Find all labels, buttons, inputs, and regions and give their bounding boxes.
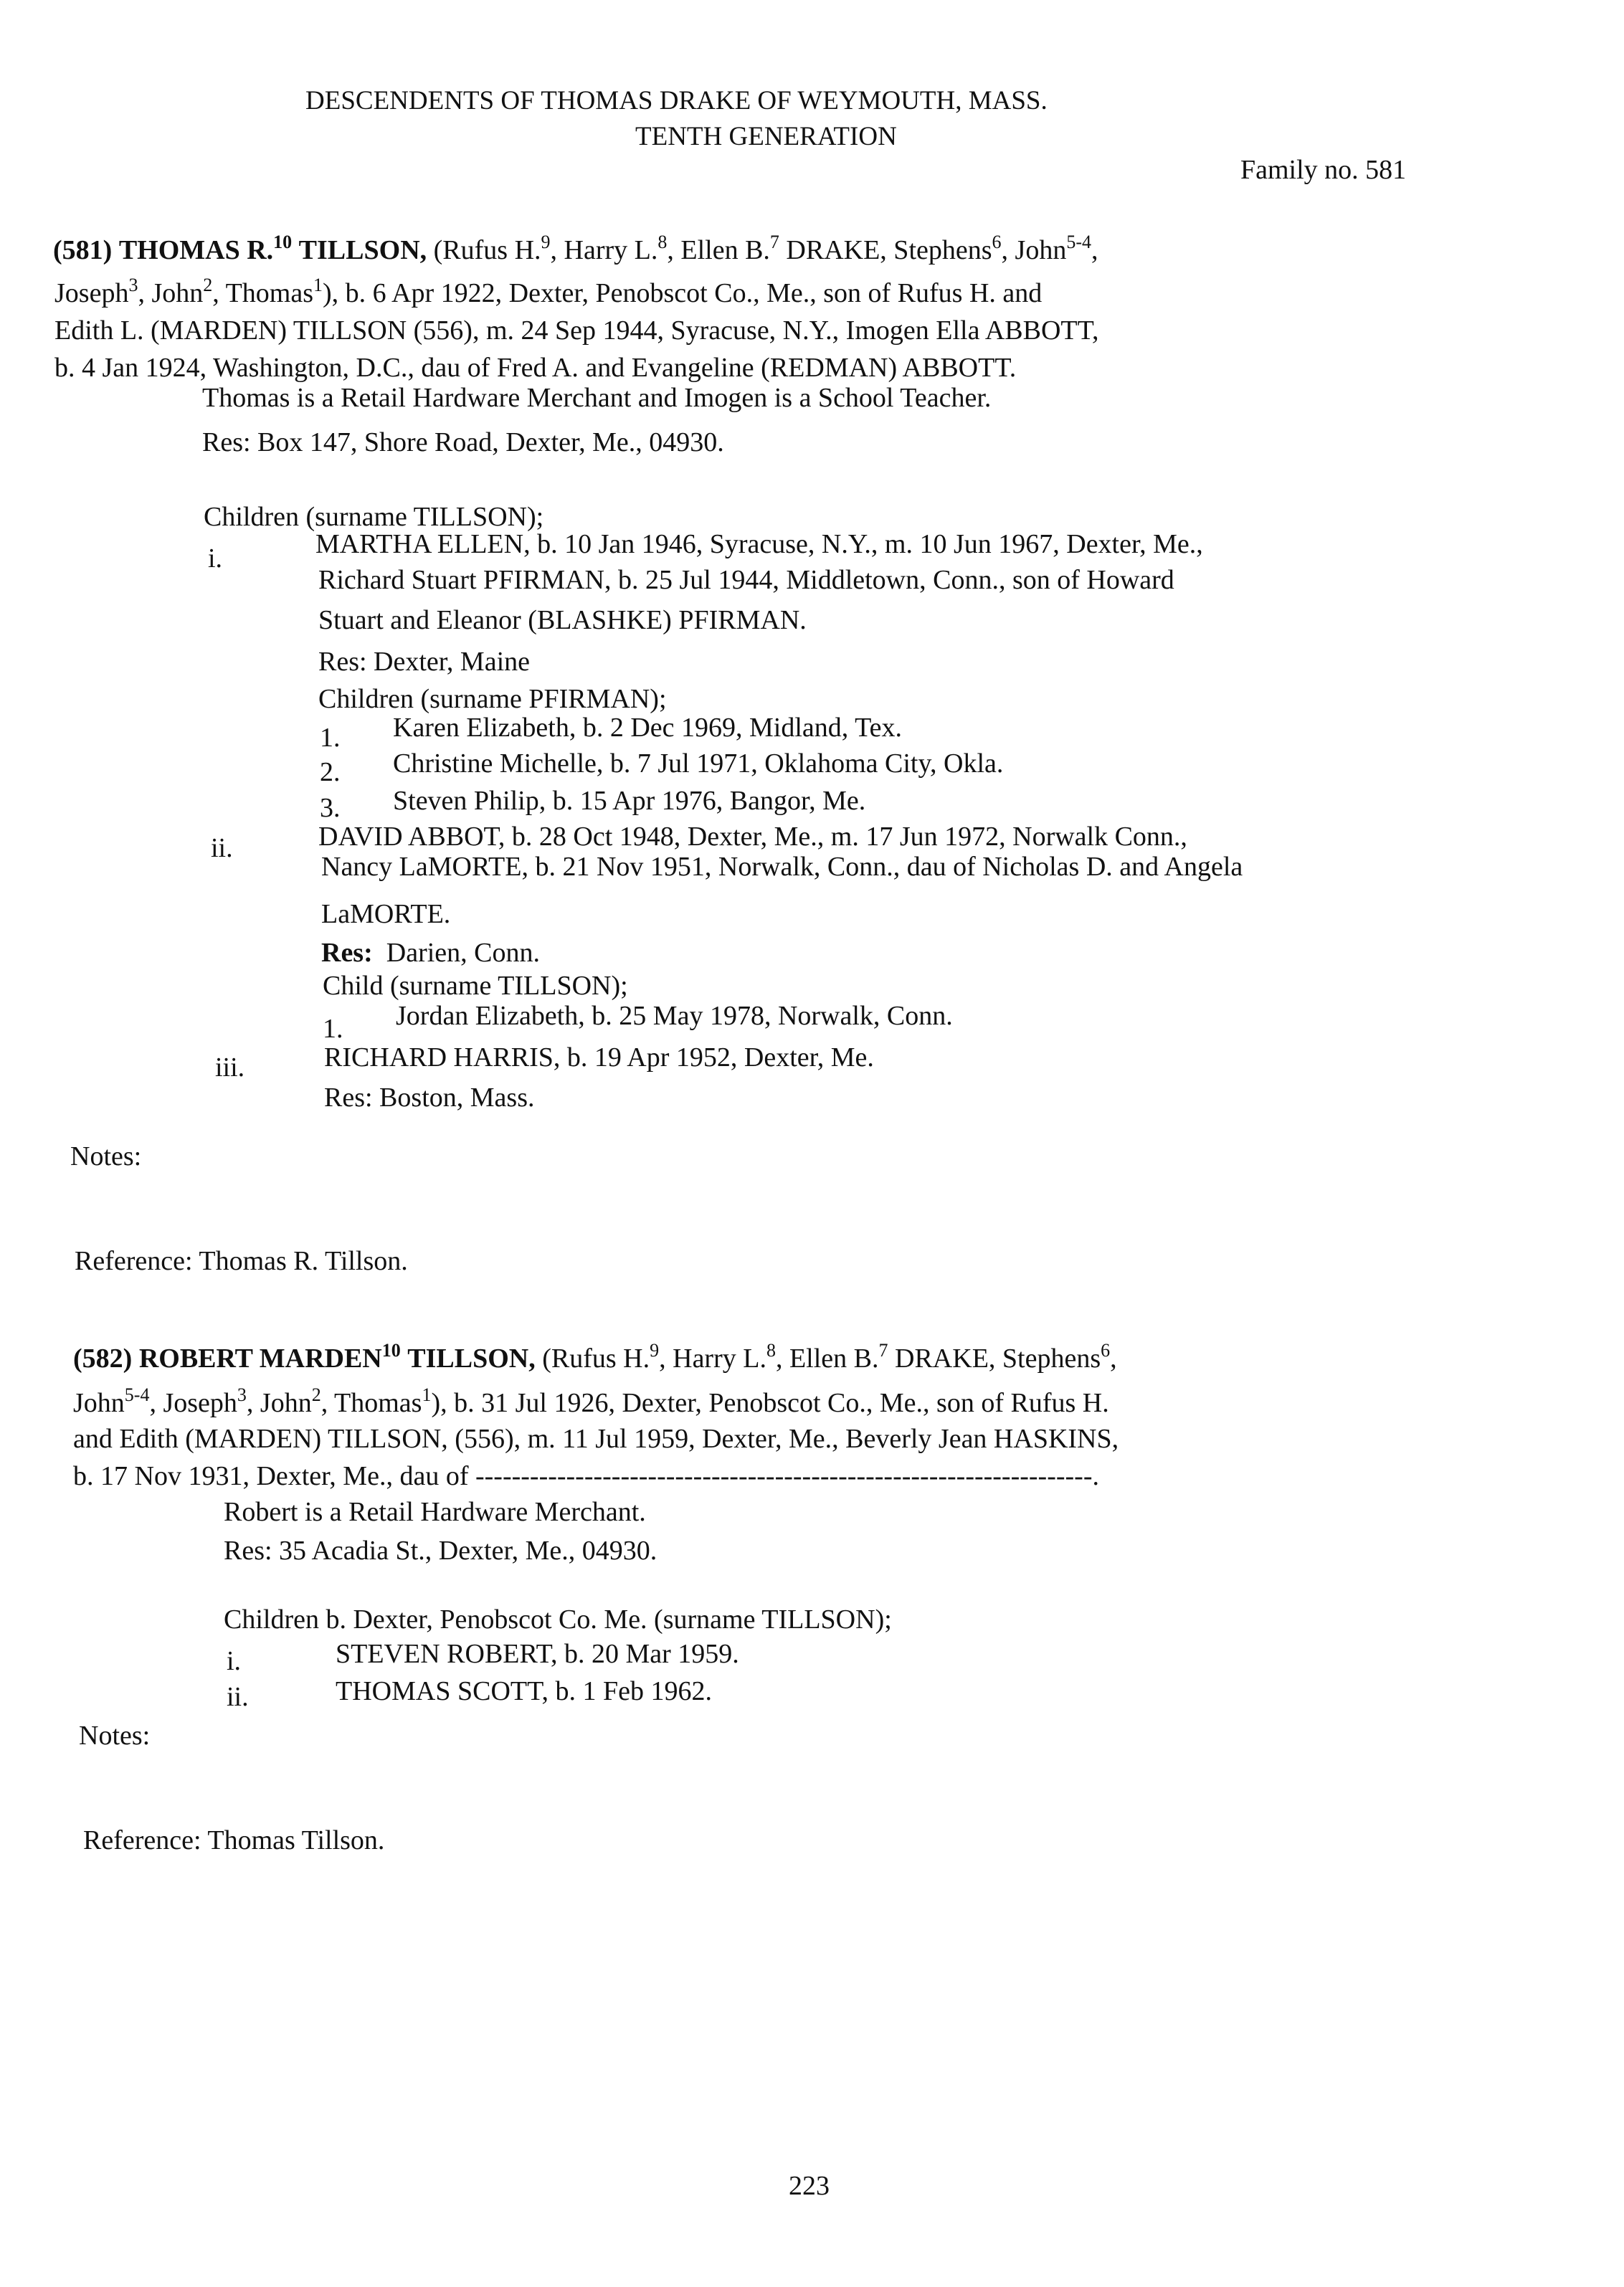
grandchild-line: Christine Michelle, b. 7 Jul 1971, Oklahoma City, Okla. (393, 748, 1004, 779)
generation-superscript: 10 (381, 1340, 401, 1361)
lineage-text: , John (1001, 235, 1067, 265)
entry-number: (582) (73, 1344, 133, 1374)
lineage-text: Joseph (54, 278, 129, 308)
lineage-text: , John (246, 1388, 312, 1418)
grandchildren-heading: Child (surname TILLSON); (323, 971, 628, 1001)
lineage-superscript: 1 (313, 275, 323, 295)
entry-581-line-4: b. 4 Jan 1924, Washington, D.C., dau of Fred A. and Evangeline (REDMAN) ABBOTT. (54, 353, 1017, 383)
grandchild-line: Karen Elizabeth, b. 2 Dec 1969, Midland, Tex. (393, 713, 902, 743)
entry-582-line-3: and Edith (MARDEN) TILLSON, (556), m. 11 Jul 1959, Dexter, Me., Beverly Jean HASKINS, (73, 1424, 1119, 1454)
lineage-superscript: 6 (992, 232, 1002, 252)
child-residence (321, 939, 540, 966)
lineage-text: John (73, 1388, 125, 1418)
lineage-text: , Thomas (212, 278, 313, 308)
lineage-text: , Ellen B. (667, 235, 770, 265)
lineage-superscript: 6 (1101, 1340, 1111, 1361)
lineage-superscript: 3 (237, 1384, 247, 1405)
child-number: ii. (211, 833, 233, 863)
child-line: THOMAS SCOTT, b. 1 Feb 1962. (336, 1676, 712, 1706)
children-heading: Children (surname TILLSON); (204, 502, 544, 532)
lineage-text: (Rufus H. (433, 235, 541, 265)
entry-582-line-2 (73, 1384, 1109, 1418)
lineage-text: , (1110, 1344, 1117, 1374)
lineage-superscript: 1 (422, 1384, 432, 1405)
child-line: Richard Stuart PFIRMAN, b. 25 Jul 1944, Middletown, Conn., son of Howard (318, 565, 1174, 595)
child-number: i. (208, 543, 223, 574)
children-heading: Children b. Dexter, Penobscot Co. Me. (surname TILLSON); (224, 1604, 892, 1635)
child-line: MARTHA ELLEN, b. 10 Jan 1946, Syracuse, N.Y., m. 10 Jun 1967, Dexter, Me., (315, 529, 1203, 559)
lineage-superscript: 3 (128, 275, 138, 295)
occupation: Thomas is a Retail Hardware Merchant and Imogen is a School Teacher. (202, 383, 992, 413)
generation-heading: TENTH GENERATION (635, 122, 897, 151)
reference: Reference: Thomas R. Tillson. (75, 1246, 408, 1276)
grandchild-number: 1. (320, 723, 341, 753)
child-line: STEVEN ROBERT, b. 20 Mar 1959. (336, 1639, 739, 1669)
generation-superscript: 10 (273, 232, 293, 252)
lineage-superscript: 8 (766, 1340, 776, 1361)
grandchild-number: 1. (323, 1014, 343, 1044)
lineage-text: , Harry L. (550, 235, 658, 265)
page-number: 223 (789, 2171, 830, 2201)
lineage-superscript: 7 (769, 232, 779, 252)
person-surname: TILLSON, (407, 1344, 536, 1374)
person-name: THOMAS R. (118, 235, 274, 265)
person-surname: TILLSON, (298, 235, 427, 265)
lineage-superscript: 9 (650, 1340, 660, 1361)
residence-label: Res: (321, 938, 373, 968)
entry-582-line-4: b. 17 Nov 1931, Dexter, Me., dau of --------------------------------------------------------------------. (73, 1461, 1099, 1491)
child-number: ii. (227, 1682, 249, 1712)
reference: Reference: Thomas Tillson. (83, 1825, 385, 1855)
lineage-text: , Harry L. (659, 1344, 766, 1374)
grandchildren-heading: Children (surname PFIRMAN); (318, 684, 667, 714)
page-title: DESCENDENTS OF THOMAS DRAKE OF WEYMOUTH, MASS. (305, 86, 1048, 115)
person-name: ROBERT MARDEN (138, 1344, 382, 1374)
child-line: RICHARD HARRIS, b. 19 Apr 1952, Dexter, Me. (324, 1042, 874, 1073)
grandchild-number: 2. (320, 757, 341, 787)
child-residence: Res: Dexter, Maine (318, 647, 531, 677)
lineage-text: DRAKE, Stephens (888, 1344, 1101, 1374)
grandchild-line: Steven Philip, b. 15 Apr 1976, Bangor, Me. (393, 786, 866, 816)
child-line: Nancy LaMORTE, b. 21 Nov 1951, Norwalk, Conn., dau of Nicholas D. and Angela (321, 852, 1243, 882)
lineage-text: , Thomas (320, 1388, 422, 1418)
child-line: LaMORTE. (321, 899, 451, 929)
lineage-text: (Rufus H. (542, 1344, 650, 1374)
entry-number: (581) (53, 235, 113, 265)
lineage-superscript: 5-4 (1066, 232, 1091, 252)
lineage-superscript: 9 (541, 232, 551, 252)
lineage-superscript: 8 (657, 232, 668, 252)
lineage-superscript: 2 (203, 275, 213, 295)
lineage-text: , Ellen B. (775, 1344, 879, 1374)
lineage-superscript: 5-4 (124, 1384, 150, 1405)
entry-581-line-2 (54, 275, 1043, 308)
grandchild-number: 3. (320, 793, 341, 823)
lineage-text: ), b. 6 Apr 1922, Dexter, Penobscot Co., Me., son of Rufus H. and (323, 278, 1043, 308)
child-residence: Res: Boston, Mass. (324, 1083, 535, 1113)
lineage-text: , (1091, 235, 1098, 265)
residence-value: Darien, Conn. (386, 938, 540, 968)
family-number: Family no. 581 (1240, 155, 1407, 185)
notes-label: Notes: (70, 1141, 142, 1171)
entry-581-line-1 (53, 232, 1098, 265)
notes-label: Notes: (79, 1721, 151, 1751)
child-line: Stuart and Eleanor (BLASHKE) PFIRMAN. (318, 605, 807, 635)
child-line: DAVID ABBOT, b. 28 Oct 1948, Dexter, Me., m. 17 Jun 1972, Norwalk Conn., (318, 822, 1187, 852)
lineage-text: DRAKE, Stephens (779, 235, 992, 265)
entry-582-line-1 (73, 1340, 1117, 1374)
residence: Res: Box 147, Shore Road, Dexter, Me., 04930. (202, 427, 724, 457)
occupation: Robert is a Retail Hardware Merchant. (224, 1497, 646, 1527)
grandchild-line: Jordan Elizabeth, b. 25 May 1978, Norwalk, Conn. (396, 1001, 953, 1031)
child-number: i. (227, 1646, 242, 1676)
lineage-text: ), b. 31 Jul 1926, Dexter, Penobscot Co., Me., son of Rufus H. (431, 1388, 1109, 1418)
residence: Res: 35 Acadia St., Dexter, Me., 04930. (224, 1536, 657, 1566)
lineage-superscript: 7 (878, 1340, 888, 1361)
child-number: iii. (215, 1052, 245, 1083)
entry-581-line-3: Edith L. (MARDEN) TILLSON (556), m. 24 Sep 1944, Syracuse, N.Y., Imogen Ella ABBOTT, (54, 315, 1099, 346)
lineage-text: , Joseph (149, 1388, 237, 1418)
lineage-superscript: 2 (311, 1384, 321, 1405)
lineage-text: , John (138, 278, 204, 308)
